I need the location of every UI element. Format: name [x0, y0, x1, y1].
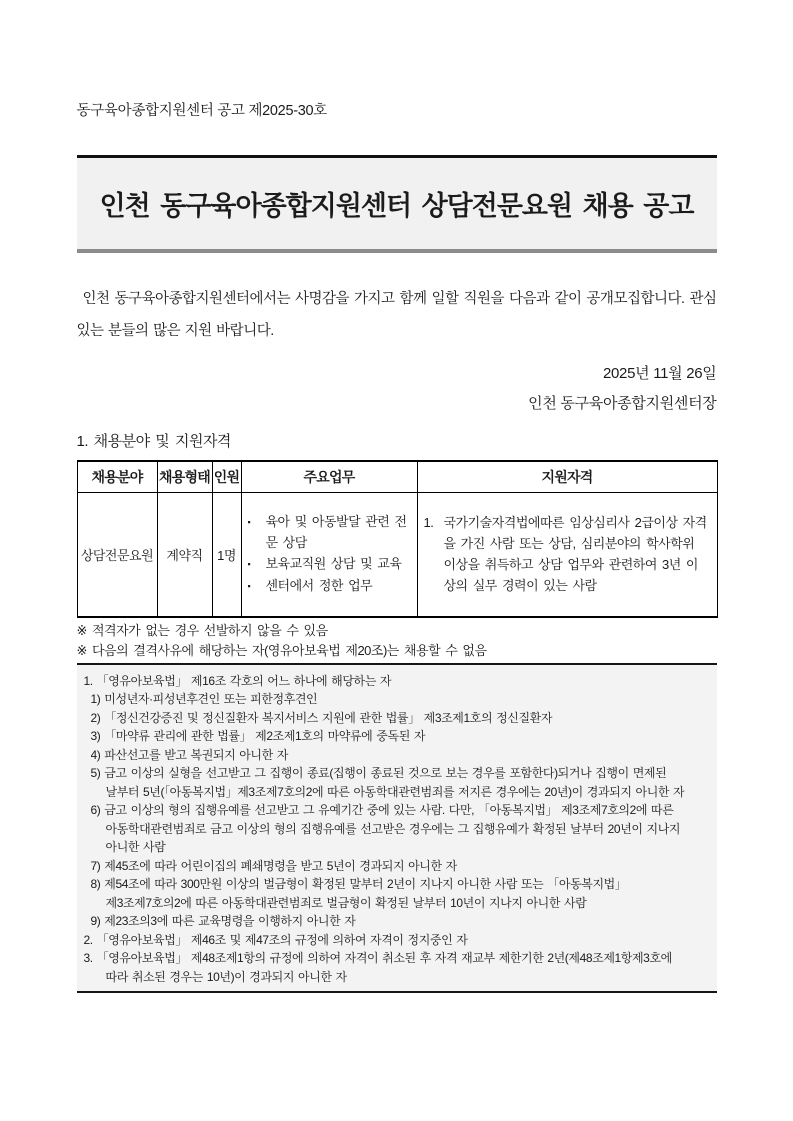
- qualification-item: [424, 512, 709, 596]
- signature-line: 인천 동구육아종합지원센터장: [528, 395, 717, 412]
- page-title: 인천 동구육아종합지원센터 상담전문요원 채용 공고: [99, 191, 694, 221]
- doc-number: 동구육아종합지원센터 공고 제2025-30호: [76, 103, 327, 119]
- square-bullet-icon: ▪: [247, 559, 251, 570]
- disq-line: 1. 「영유아보육법」 제16조 각호의 어느 하나에 해당하는 자: [83, 673, 392, 688]
- announcement-page: [77, 0, 717, 993]
- duty-text: 보육교직원 상담 및 교육: [265, 556, 402, 572]
- disq-line: 2. 「영유아보육법」 제46조 및 제47조의 규정에 의하여 자격이 정지중인 자: [83, 932, 468, 947]
- disq-line: 4) 파산선고를 받고 복권되지 아니한 자: [90, 747, 288, 762]
- disq-line: 3) 「마약류 관리에 관한 법률」 제2조제1호의 마약류에 중독된 자: [90, 729, 426, 743]
- announcement-date: 2025년 11월 26일: [602, 365, 717, 382]
- col-header-employment-type: 채용형태: [157, 461, 212, 493]
- disq-line: 9) 제23조의3에 따른 교육명령을 이행하지 아니한 자: [90, 914, 356, 928]
- disq-line: 제3조제7호의2에 따른 아동학대관련범죄로 벌금형이 확정된 날부터 10년이 지나지 아니한 사람: [105, 895, 587, 910]
- disq-line: 3. 「영유아보육법」 제48조제1항의 규정에 의하여 자격이 취소된 후 자격 재교부 제한기한 2년(제48조제1항제3호에: [83, 951, 672, 965]
- col-header-qualification: 지원자격: [417, 461, 717, 493]
- intro-paragraph: 인천 동구육아종합지원센터에서는 사명감을 가지고 함께 일할 직원을 다음과 같이 공개모집합니다. 관심 있는 분들의 많은 지원 바랍니다.: [76, 291, 717, 339]
- col-header-category: 채용분야: [77, 461, 157, 493]
- disq-line: 5) 금고 이상의 실형을 선고받고 그 집행이 종료(집행이 종료된 것으로 보는 경우를 포함한다)되거나 집행이 면제된: [90, 766, 667, 780]
- square-bullet-icon: ▪: [247, 581, 251, 592]
- cell-category: 상담전문요원: [77, 493, 157, 617]
- cell-qualification: [417, 493, 717, 617]
- table-header-row: [77, 461, 717, 493]
- title-banner: [77, 155, 717, 253]
- qualification-text: 국가기술자격법에따른 임상심리사 2급이상 자격을 가진 사람 또는 상담, 심리분야의 학사학위 이상을 취득하고 상담 업무와 관련하여 3년 이상의 실무 경력이 있는 사람: [443, 515, 707, 594]
- notes-block: [77, 621, 717, 661]
- disq-line: 7) 제45조에 따라 어린이집의 폐쇄명령을 받고 5년이 경과되지 아니한 자: [90, 858, 457, 873]
- qualification-number: 1.: [423, 515, 434, 531]
- disq-line: 6) 금고 이상의 형의 집행유예를 선고받고 그 유예기간 중에 있는 사람. 다만, 「아동복지법」 제3조제7호의2에 따른: [90, 803, 674, 817]
- disq-line: 따라 취소된 경우는 10년)이 경과되지 아니한 자: [105, 969, 347, 984]
- disq-line: 아동학대관련범죄로 금고 이상의 형의 집행유예를 선고받은 경우에는 그 집행유예가 확정된 날부터 20년이 지나지: [105, 821, 681, 836]
- col-header-duties: 주요업무: [241, 461, 417, 493]
- cell-headcount: 1명: [212, 493, 241, 617]
- disq-line: 1) 미성년자·피성년후견인 또는 피한정후견인: [90, 692, 318, 706]
- note-disqualification: ※ 다음의 결격사유에 해당하는 자(영유아보육법 제20조)는 채용할 수 없음: [76, 642, 487, 658]
- duty-text: 센터에서 정한 업무: [265, 578, 373, 594]
- disq-line: 아니한 사람: [105, 840, 166, 854]
- disq-line: 날부터 5년(「아동복지법」제3조제7호의2에 따른 아동학대관련범죄를 저지른 경우에는 20년)이 경과되지 아니한 자: [105, 784, 685, 799]
- recruitment-table: [77, 460, 718, 618]
- duty-text: 육아 및 아동발달 관련 전문 상담: [265, 514, 407, 551]
- duty-item: [248, 553, 415, 575]
- disqualification-box: [77, 663, 717, 994]
- note-no-selection: ※ 적격자가 없는 경우 선발하지 않을 수 있음: [76, 622, 328, 638]
- duty-item: [248, 575, 415, 597]
- col-header-headcount: 인원: [212, 461, 241, 493]
- closing-block: [77, 359, 717, 419]
- cell-employment-type: 계약직: [157, 493, 212, 617]
- table-row: [77, 493, 717, 617]
- disq-line: 8) 제54조에 따라 300만원 이상의 벌금형이 확정된 말부터 2년이 지나지 아니한 사람 또는 「아동복지법」: [90, 877, 627, 891]
- cell-duties: [241, 493, 417, 617]
- duty-item: [248, 511, 415, 553]
- disq-line: 2) 「정신건강증진 및 정신질환자 복지서비스 지원에 관한 법률」 제3조제1호의 정신질환자: [90, 710, 553, 725]
- square-bullet-icon: ▪: [247, 517, 251, 528]
- section-1-heading: 1. 채용분야 및 지원자격: [76, 433, 231, 450]
